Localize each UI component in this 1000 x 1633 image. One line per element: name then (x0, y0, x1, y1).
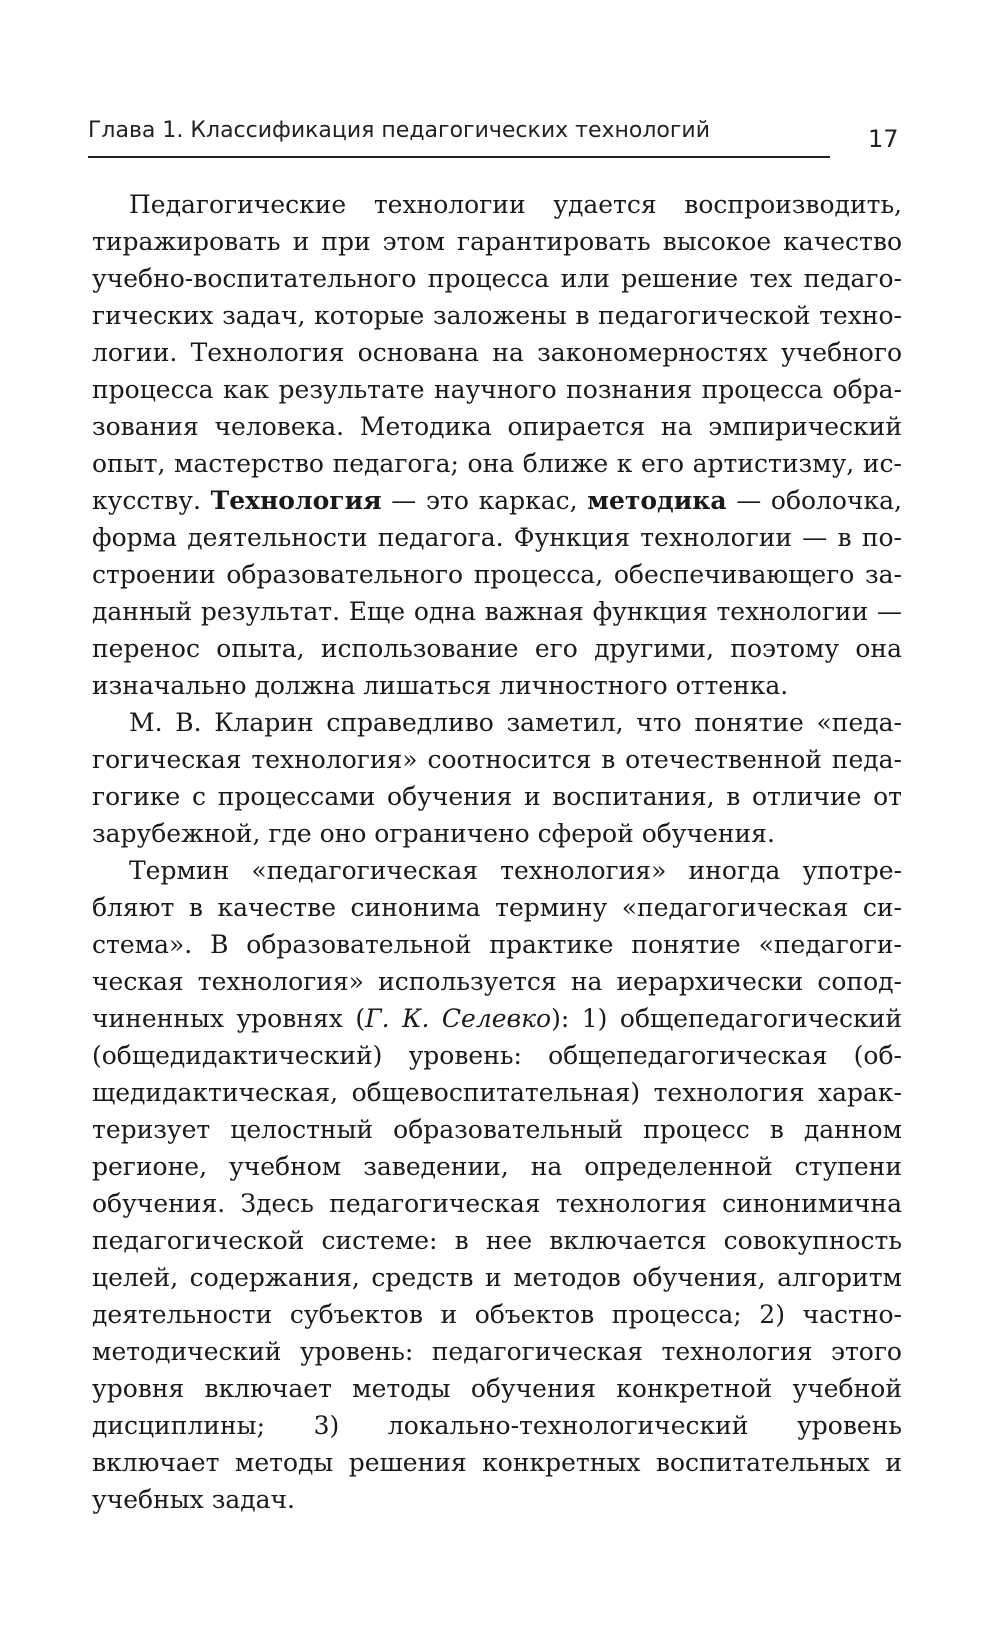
bold-term-methodology: методика (587, 486, 727, 515)
running-header: Глава 1. Классификация педагогических технологий (88, 116, 830, 158)
paragraph (92, 186, 902, 704)
paragraph (92, 852, 902, 1518)
paragraph (92, 704, 902, 852)
text-segment: Термин «педагогическая технология» иногда употребляют в качестве синонима термину «педагогическая система». В образовательной практике понятие «педагогическая технология» используется на иерархически соподчиненных уровнях ( (92, 856, 902, 1033)
italic-author-name: Г. К. Селевко (365, 1004, 552, 1033)
text-segment: М. В. Кларин справедливо заметил, что понятие «педагогическая технология» соотносится в отечественной педагогике с процессами обучения и воспитания, в отличие от зарубежной, где оно ограничено сферой обучения. (92, 708, 902, 848)
page-number: 17 (868, 125, 899, 153)
text-segment: — это каркас, (381, 486, 588, 515)
bold-term-technology: Технология (210, 486, 382, 515)
text-segment: — оболочка, форма деятельности педагога. Функция технологии — в построении образовательного процесса, обеспечивающего заданный результат. Еще одна важная функция технологии — перенос опыта, использование его другими, поэтому она изначально должна лишаться личностного оттенка. (92, 486, 902, 700)
main-text (92, 186, 902, 1518)
text-segment: ): 1) общепедагогический (общедидактический) уровень: общепедагогическая (общедидактическая, общевоспитательная) технология характеризует целостный образовательный процесс в данном регионе, учебном заведении, на определенной ступени обучения. Здесь педагогическая технология синонимична педагогической системе: в нее включается совокупность целей, содержания, средств и методов обучения, алгоритм деятельности субъектов и объектов процесса; 2) частно-методический уровень: педагогическая технология этого уровня включает методы обучения конкретной учебной дисциплины; 3) локально-технологический уровень включает методы решения конкретных воспитательных и учебных задач. (92, 1004, 902, 1514)
text-segment: Педагогические технологии удается воспроизводить, тиражировать и при этом гарантировать высокое качество учебно-воспитательного процесса или решение тех педагогических задач, которые заложены в педагогической технологии. Технология основана на закономерностях учебного процесса как результате научного познания процесса образования человека. Методика опирается на эмпирический опыт, мастерство педагога; она ближе к его артистизму, искусству. (92, 190, 902, 515)
